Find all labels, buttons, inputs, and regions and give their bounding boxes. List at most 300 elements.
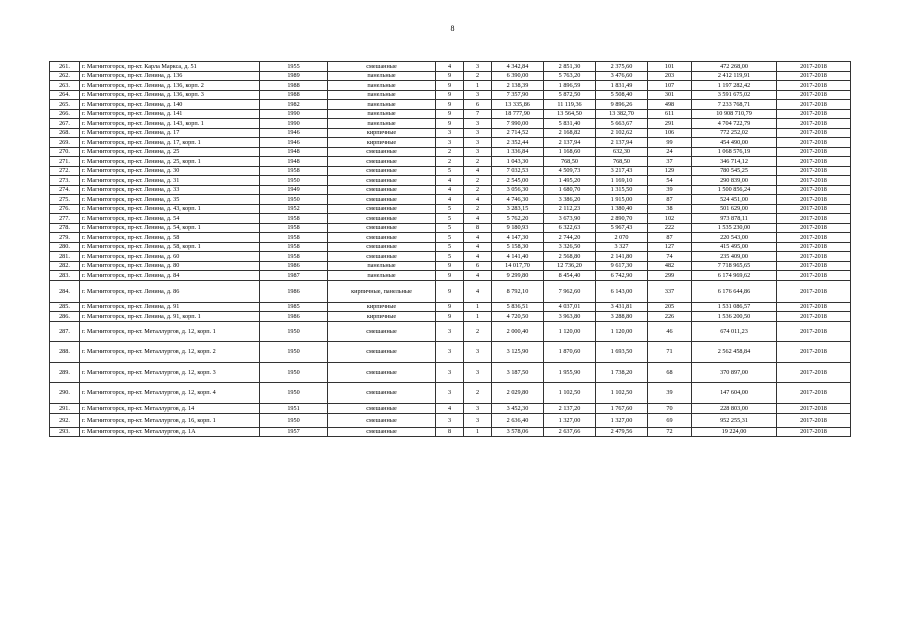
cell-residential-area: 1 693,50 (596, 342, 648, 363)
cell-row-number: 293. (50, 427, 80, 437)
cell-row-number: 287. (50, 321, 80, 342)
cell-repair-cost: 10 908 710,79 (692, 109, 777, 119)
cell-residents: 87 (648, 195, 692, 205)
cell-row-number: 264. (50, 90, 80, 100)
cell-total-area: 5 836,51 (492, 302, 544, 312)
cell-repair-period: 2017-2018 (777, 233, 851, 243)
cell-address: г. Магнитогорск, пр-кт. Ленина, д. 58 (80, 233, 260, 243)
cell-living-area: 3 673,90 (544, 214, 596, 224)
table-row (50, 271, 851, 281)
cell-residents: 37 (648, 157, 692, 167)
table-row (50, 119, 851, 129)
cell-total-area: 2 000,40 (492, 321, 544, 342)
cell-address: г. Магнитогорск, пр-кт. Ленина, д. 91 (80, 302, 260, 312)
cell-entrances: 6 (464, 100, 492, 110)
cell-floors: 9 (436, 312, 464, 322)
cell-row-number: 284. (50, 280, 80, 302)
cell-residential-area: 2 375,60 (596, 62, 648, 72)
cell-build-year: 1955 (260, 62, 328, 72)
cell-entrances: 3 (464, 119, 492, 129)
cell-residential-area: 2 137,94 (596, 138, 648, 148)
table-row (50, 100, 851, 110)
table-row (50, 321, 851, 342)
cell-residents: 74 (648, 252, 692, 262)
cell-residents: 70 (648, 403, 692, 413)
cell-wall-material: смешанные (328, 403, 436, 413)
cell-address: г. Магнитогорск, пр-кт. Ленина, д. 60 (80, 252, 260, 262)
cell-entrances: 2 (464, 176, 492, 186)
table-row (50, 81, 851, 91)
table-row (50, 413, 851, 427)
cell-repair-cost: 1 536 200,50 (692, 312, 777, 322)
table-row (50, 233, 851, 243)
cell-build-year: 1948 (260, 147, 328, 157)
cell-build-year: 1946 (260, 128, 328, 138)
cell-entrances: 3 (464, 90, 492, 100)
cell-residential-area: 2 102,62 (596, 128, 648, 138)
cell-repair-period: 2017-2018 (777, 128, 851, 138)
cell-residential-area: 1 915,00 (596, 195, 648, 205)
table-row (50, 342, 851, 363)
cell-repair-cost: 1 500 856,24 (692, 185, 777, 195)
cell-row-number: 286. (50, 312, 80, 322)
cell-repair-cost: 501 629,00 (692, 204, 777, 214)
cell-build-year: 1950 (260, 413, 328, 427)
cell-living-area: 2 637,66 (544, 427, 596, 437)
cell-build-year: 1985 (260, 302, 328, 312)
cell-repair-cost: 6 176 644,86 (692, 280, 777, 302)
cell-entrances: 4 (464, 214, 492, 224)
cell-address: г. Магнитогорск, пр-кт. Ленина, д. 54 (80, 214, 260, 224)
table-row (50, 62, 851, 72)
cell-repair-cost: 290 839,00 (692, 176, 777, 186)
cell-total-area: 3 578,06 (492, 427, 544, 437)
cell-row-number: 271. (50, 157, 80, 167)
cell-entrances: 4 (464, 166, 492, 176)
cell-repair-period: 2017-2018 (777, 261, 851, 271)
cell-entrances: 8 (464, 223, 492, 233)
cell-repair-period: 2017-2018 (777, 204, 851, 214)
cell-row-number: 263. (50, 81, 80, 91)
cell-living-area: 5 831,40 (544, 119, 596, 129)
cell-wall-material: смешанные (328, 147, 436, 157)
cell-repair-cost: 952 255,31 (692, 413, 777, 427)
cell-repair-cost: 454 490,00 (692, 138, 777, 148)
cell-repair-period: 2017-2018 (777, 223, 851, 233)
cell-row-number: 274. (50, 185, 80, 195)
table-row (50, 383, 851, 404)
cell-entrances: 1 (464, 312, 492, 322)
table-row (50, 90, 851, 100)
cell-residents: 337 (648, 280, 692, 302)
cell-address: г. Магнитогорск, пр-кт. Ленина, д. 143, корп. 1 (80, 119, 260, 129)
cell-entrances: 1 (464, 81, 492, 91)
cell-floors: 9 (436, 109, 464, 119)
cell-residents: 205 (648, 302, 692, 312)
cell-row-number: 280. (50, 242, 80, 252)
cell-build-year: 1986 (260, 312, 328, 322)
cell-total-area: 5 158,30 (492, 242, 544, 252)
cell-living-area: 1 955,90 (544, 362, 596, 383)
cell-living-area: 1 680,70 (544, 185, 596, 195)
cell-row-number: 278. (50, 223, 80, 233)
cell-address: г. Магнитогорск, пр-кт. Ленина, д. 31 (80, 176, 260, 186)
cell-floors: 4 (436, 176, 464, 186)
cell-residential-area: 9 896,26 (596, 100, 648, 110)
cell-wall-material: смешанные (328, 233, 436, 243)
cell-residents: 54 (648, 176, 692, 186)
cell-row-number: 262. (50, 71, 80, 81)
cell-residential-area: 1 120,00 (596, 321, 648, 342)
cell-living-area: 4 509,73 (544, 166, 596, 176)
cell-residents: 102 (648, 214, 692, 224)
table-row (50, 195, 851, 205)
cell-living-area: 1 327,00 (544, 413, 596, 427)
cell-repair-cost: 780 545,25 (692, 166, 777, 176)
cell-build-year: 1990 (260, 109, 328, 119)
cell-entrances: 1 (464, 427, 492, 437)
cell-repair-period: 2017-2018 (777, 138, 851, 148)
cell-build-year: 1958 (260, 252, 328, 262)
cell-residents: 129 (648, 166, 692, 176)
cell-living-area: 2 568,80 (544, 252, 596, 262)
cell-floors: 5 (436, 252, 464, 262)
cell-build-year: 1950 (260, 383, 328, 404)
cell-floors: 4 (436, 403, 464, 413)
cell-entrances: 7 (464, 109, 492, 119)
cell-build-year: 1988 (260, 81, 328, 91)
cell-floors: 2 (436, 157, 464, 167)
cell-address: г. Магнитогорск, пр-кт. Ленина, д. 136, корп. 3 (80, 90, 260, 100)
cell-living-area: 768,50 (544, 157, 596, 167)
cell-residents: 68 (648, 362, 692, 383)
cell-repair-cost: 772 252,02 (692, 128, 777, 138)
cell-address: г. Магнитогорск, пр-кт. Ленина, д. 136, корп. 2 (80, 81, 260, 91)
cell-row-number: 268. (50, 128, 80, 138)
cell-repair-period: 2017-2018 (777, 185, 851, 195)
cell-row-number: 277. (50, 214, 80, 224)
cell-repair-period: 2017-2018 (777, 242, 851, 252)
table-row (50, 223, 851, 233)
cell-wall-material: панельные (328, 90, 436, 100)
cell-build-year: 1988 (260, 90, 328, 100)
housing-table (49, 61, 851, 437)
cell-wall-material: смешанные (328, 342, 436, 363)
cell-floors: 9 (436, 71, 464, 81)
cell-wall-material: смешанные (328, 321, 436, 342)
cell-floors: 3 (436, 321, 464, 342)
cell-entrances: 3 (464, 413, 492, 427)
cell-total-area: 3 125,90 (492, 342, 544, 363)
cell-repair-period: 2017-2018 (777, 147, 851, 157)
cell-repair-cost: 346 714,12 (692, 157, 777, 167)
cell-residential-area: 1 831,49 (596, 81, 648, 91)
cell-wall-material: панельные (328, 81, 436, 91)
cell-row-number: 292. (50, 413, 80, 427)
cell-repair-period: 2017-2018 (777, 176, 851, 186)
table-row (50, 157, 851, 167)
cell-total-area: 4 141,40 (492, 252, 544, 262)
cell-wall-material: смешанные (328, 427, 436, 437)
cell-wall-material: кирпичные (328, 138, 436, 148)
cell-row-number: 288. (50, 342, 80, 363)
cell-total-area: 14 017,70 (492, 261, 544, 271)
cell-build-year: 1951 (260, 403, 328, 413)
cell-residents: 611 (648, 109, 692, 119)
cell-residents: 226 (648, 312, 692, 322)
cell-entrances: 4 (464, 233, 492, 243)
cell-residents: 38 (648, 204, 692, 214)
cell-build-year: 1958 (260, 233, 328, 243)
cell-address: г. Магнитогорск, пр-кт. Металлургов, д. 12, корп. 3 (80, 362, 260, 383)
cell-row-number: 270. (50, 147, 80, 157)
cell-address: г. Магнитогорск, пр-кт. Ленина, д. 136 (80, 71, 260, 81)
cell-wall-material: смешанные (328, 223, 436, 233)
cell-repair-period: 2017-2018 (777, 302, 851, 312)
cell-build-year: 1982 (260, 100, 328, 110)
cell-floors: 5 (436, 242, 464, 252)
cell-repair-period: 2017-2018 (777, 62, 851, 72)
cell-row-number: 290. (50, 383, 80, 404)
table-row (50, 280, 851, 302)
cell-repair-cost: 1 535 230,00 (692, 223, 777, 233)
cell-repair-period: 2017-2018 (777, 362, 851, 383)
cell-build-year: 1987 (260, 271, 328, 281)
cell-row-number: 261. (50, 62, 80, 72)
cell-repair-period: 2017-2018 (777, 413, 851, 427)
cell-total-area: 6 390,00 (492, 71, 544, 81)
cell-repair-cost: 524 451,00 (692, 195, 777, 205)
cell-wall-material: смешанные (328, 62, 436, 72)
cell-wall-material: панельные (328, 109, 436, 119)
cell-entrances: 4 (464, 271, 492, 281)
table-row (50, 427, 851, 437)
cell-living-area: 2 137,94 (544, 138, 596, 148)
cell-total-area: 7 032,53 (492, 166, 544, 176)
cell-repair-cost: 228 803,00 (692, 403, 777, 413)
cell-build-year: 1958 (260, 214, 328, 224)
cell-row-number: 276. (50, 204, 80, 214)
cell-entrances: 3 (464, 62, 492, 72)
cell-wall-material: панельные (328, 261, 436, 271)
cell-build-year: 1950 (260, 321, 328, 342)
cell-row-number: 266. (50, 109, 80, 119)
cell-repair-cost: 147 604,00 (692, 383, 777, 404)
cell-total-area: 3 283,15 (492, 204, 544, 214)
cell-row-number: 282. (50, 261, 80, 271)
cell-residents: 24 (648, 147, 692, 157)
cell-residential-area: 5 508,40 (596, 90, 648, 100)
cell-living-area: 1 168,60 (544, 147, 596, 157)
cell-address: г. Магнитогорск, пр-кт. Ленина, д. 35 (80, 195, 260, 205)
cell-residents: 39 (648, 185, 692, 195)
cell-wall-material: смешанные (328, 185, 436, 195)
cell-residents: 203 (648, 71, 692, 81)
cell-total-area: 13 335,86 (492, 100, 544, 110)
cell-repair-period: 2017-2018 (777, 166, 851, 176)
cell-repair-cost: 2 412 119,91 (692, 71, 777, 81)
cell-repair-cost: 1 068 576,19 (692, 147, 777, 157)
cell-floors: 3 (436, 342, 464, 363)
cell-wall-material: смешанные (328, 195, 436, 205)
cell-floors: 9 (436, 119, 464, 129)
cell-repair-period: 2017-2018 (777, 81, 851, 91)
cell-total-area: 2 636,40 (492, 413, 544, 427)
cell-floors: 9 (436, 100, 464, 110)
cell-floors: 3 (436, 413, 464, 427)
cell-address: г. Магнитогорск, пр-кт. Металлургов, д. 12, корп. 2 (80, 342, 260, 363)
cell-repair-period: 2017-2018 (777, 195, 851, 205)
cell-living-area: 5 872,50 (544, 90, 596, 100)
table-row (50, 166, 851, 176)
cell-floors: 3 (436, 138, 464, 148)
table-row (50, 403, 851, 413)
cell-living-area: 2 112,23 (544, 204, 596, 214)
cell-build-year: 1958 (260, 223, 328, 233)
cell-address: г. Магнитогорск, пр-кт. Металлургов, д. 12, корп. 1 (80, 321, 260, 342)
cell-build-year: 1950 (260, 176, 328, 186)
cell-floors: 3 (436, 128, 464, 138)
table-row (50, 362, 851, 383)
cell-repair-cost: 220 543,00 (692, 233, 777, 243)
cell-address: г. Магнитогорск, пр-кт. Карла Маркса, д. 51 (80, 62, 260, 72)
cell-repair-cost: 674 011,23 (692, 321, 777, 342)
cell-repair-cost: 6 174 969,62 (692, 271, 777, 281)
cell-residential-area: 1 102,50 (596, 383, 648, 404)
cell-repair-period: 2017-2018 (777, 90, 851, 100)
cell-repair-period: 2017-2018 (777, 427, 851, 437)
cell-wall-material: смешанные (328, 166, 436, 176)
cell-residents: 69 (648, 413, 692, 427)
cell-repair-cost: 2 562 458,84 (692, 342, 777, 363)
cell-address: г. Магнитогорск, пр-кт. Ленина, д. 25 (80, 147, 260, 157)
cell-residential-area: 632,30 (596, 147, 648, 157)
table-row (50, 71, 851, 81)
cell-entrances: 3 (464, 342, 492, 363)
cell-repair-cost: 1 197 282,42 (692, 81, 777, 91)
cell-build-year: 1952 (260, 204, 328, 214)
cell-living-area: 3 326,50 (544, 242, 596, 252)
cell-residents: 99 (648, 138, 692, 148)
cell-total-area: 2 138,39 (492, 81, 544, 91)
cell-build-year: 1950 (260, 195, 328, 205)
cell-floors: 5 (436, 223, 464, 233)
cell-wall-material: смешанные (328, 204, 436, 214)
cell-row-number: 275. (50, 195, 80, 205)
cell-total-area: 1 043,30 (492, 157, 544, 167)
cell-build-year: 1989 (260, 71, 328, 81)
cell-address: г. Магнитогорск, пр-кт. Ленина, д. 86 (80, 280, 260, 302)
cell-floors: 3 (436, 383, 464, 404)
table-row (50, 204, 851, 214)
cell-living-area: 2 851,30 (544, 62, 596, 72)
cell-floors: 9 (436, 280, 464, 302)
cell-row-number: 283. (50, 271, 80, 281)
cell-entrances: 2 (464, 157, 492, 167)
cell-address: г. Магнитогорск, пр-кт. Металлургов, д. 12, корп. 4 (80, 383, 260, 404)
cell-living-area: 1 102,50 (544, 383, 596, 404)
cell-floors: 2 (436, 147, 464, 157)
cell-residents: 127 (648, 242, 692, 252)
cell-residents: 72 (648, 427, 692, 437)
cell-residential-area: 768,50 (596, 157, 648, 167)
cell-repair-period: 2017-2018 (777, 271, 851, 281)
cell-row-number: 279. (50, 233, 80, 243)
cell-total-area: 18 777,90 (492, 109, 544, 119)
cell-build-year: 1986 (260, 280, 328, 302)
cell-address: г. Магнитогорск, пр-кт. Ленина, д. 17 (80, 128, 260, 138)
cell-wall-material: панельные (328, 71, 436, 81)
cell-address: г. Магнитогорск, пр-кт. Ленина, д. 84 (80, 271, 260, 281)
cell-residents: 87 (648, 233, 692, 243)
cell-wall-material: панельные (328, 119, 436, 129)
cell-residential-area: 3 476,60 (596, 71, 648, 81)
cell-address: г. Магнитогорск, пр-кт. Ленина, д. 43, корп. 1 (80, 204, 260, 214)
cell-repair-period: 2017-2018 (777, 312, 851, 322)
cell-living-area: 2 168,82 (544, 128, 596, 138)
cell-residents: 39 (648, 383, 692, 404)
cell-residents: 107 (648, 81, 692, 91)
cell-living-area: 3 963,80 (544, 312, 596, 322)
cell-address: г. Магнитогорск, пр-кт. Ленина, д. 91, корп. 1 (80, 312, 260, 322)
cell-living-area: 8 454,40 (544, 271, 596, 281)
cell-residential-area: 5 967,43 (596, 223, 648, 233)
cell-total-area: 7 357,90 (492, 90, 544, 100)
cell-repair-cost: 973 878,11 (692, 214, 777, 224)
cell-entrances: 2 (464, 71, 492, 81)
cell-entrances: 4 (464, 242, 492, 252)
cell-residential-area: 2 890,70 (596, 214, 648, 224)
cell-total-area: 4 746,30 (492, 195, 544, 205)
table-row (50, 109, 851, 119)
cell-floors: 5 (436, 204, 464, 214)
cell-residential-area: 3 288,80 (596, 312, 648, 322)
cell-address: г. Магнитогорск, пр-кт. Ленина, д. 140 (80, 100, 260, 110)
cell-wall-material: смешанные (328, 176, 436, 186)
table-row (50, 128, 851, 138)
cell-row-number: 269. (50, 138, 80, 148)
cell-floors: 4 (436, 185, 464, 195)
cell-residential-area: 1 327,00 (596, 413, 648, 427)
cell-total-area: 7 990,00 (492, 119, 544, 129)
cell-residents: 71 (648, 342, 692, 363)
cell-floors: 9 (436, 261, 464, 271)
cell-build-year: 1958 (260, 166, 328, 176)
cell-address: г. Магнитогорск, пр-кт. Ленина, д. 33 (80, 185, 260, 195)
cell-row-number: 291. (50, 403, 80, 413)
cell-residential-area: 13 382,70 (596, 109, 648, 119)
cell-residents: 498 (648, 100, 692, 110)
cell-repair-cost: 7 233 768,71 (692, 100, 777, 110)
cell-entrances: 4 (464, 195, 492, 205)
cell-living-area: 1 896,59 (544, 81, 596, 91)
page-number: 8 (450, 24, 455, 33)
cell-repair-period: 2017-2018 (777, 119, 851, 129)
cell-living-area: 5 763,20 (544, 71, 596, 81)
cell-address: г. Магнитогорск, пр-кт. Металлургов, д. 1А (80, 427, 260, 437)
cell-floors: 4 (436, 62, 464, 72)
cell-address: г. Магнитогорск, пр-кт. Ленина, д. 30 (80, 166, 260, 176)
table-row (50, 138, 851, 148)
cell-floors: 3 (436, 362, 464, 383)
cell-repair-period: 2017-2018 (777, 280, 851, 302)
cell-residential-area: 1 738,20 (596, 362, 648, 383)
cell-living-area: 1 120,00 (544, 321, 596, 342)
cell-total-area: 2 029,80 (492, 383, 544, 404)
cell-wall-material: смешанные (328, 252, 436, 262)
cell-total-area: 9 299,80 (492, 271, 544, 281)
cell-living-area: 6 322,63 (544, 223, 596, 233)
